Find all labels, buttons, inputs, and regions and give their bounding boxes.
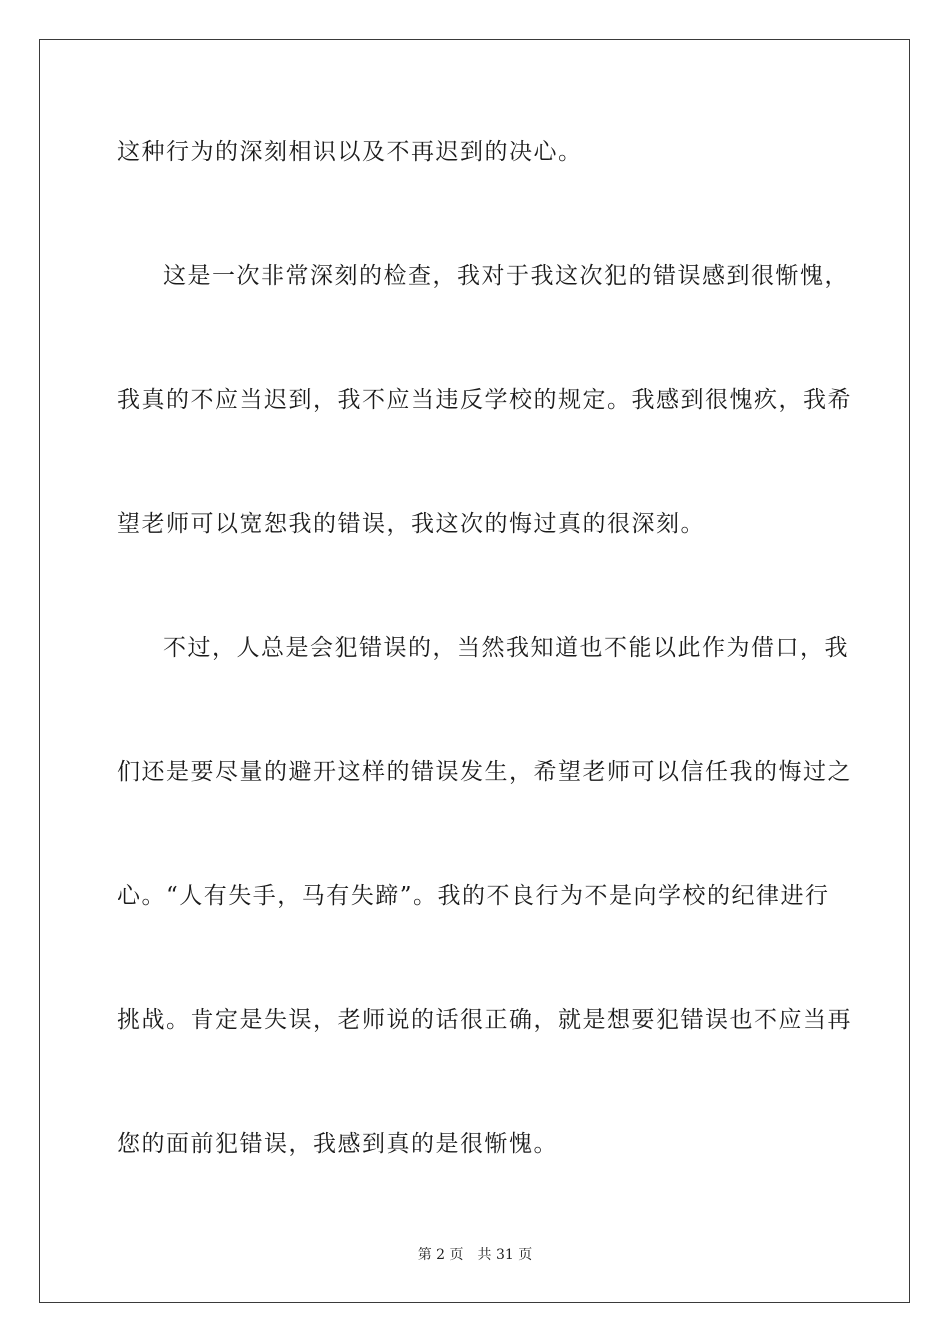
text-line-4: 望老师可以宽恕我的错误，我这次的悔过真的很深刻。 (117, 511, 705, 537)
text-line-7: 心。“人有失手，马有失蹄”。我的不良行为不是向学校的纪律进行 (117, 883, 830, 909)
text-line-5: 不过，人总是会犯错误的，当然我知道也不能以此作为借口，我 (163, 635, 849, 661)
text-line-8: 挑战。肯定是失误，老师说的话很正确，就是想要犯错误也不应当再 (117, 1007, 852, 1033)
text-line-3: 我真的不应当迟到，我不应当违反学校的规定。我感到很愧疚，我希 (117, 387, 852, 413)
text-line-6: 们还是要尽量的避开这样的错误发生，希望老师可以信任我的悔过之 (117, 759, 852, 785)
page-footer (0, 1246, 950, 1264)
page-border (39, 39, 910, 1303)
text-line-1: 这种行为的深刻相识以及不再迟到的决心。 (117, 139, 583, 165)
page-total: 共 31 页 (477, 1247, 533, 1263)
text-line-9: 您的面前犯错误，我感到真的是很惭愧。 (117, 1131, 558, 1157)
page-number: 第 2 页 (417, 1247, 464, 1263)
text-line-2: 这是一次非常深刻的检查，我对于我这次犯的错误感到很惭愧， (163, 263, 849, 289)
